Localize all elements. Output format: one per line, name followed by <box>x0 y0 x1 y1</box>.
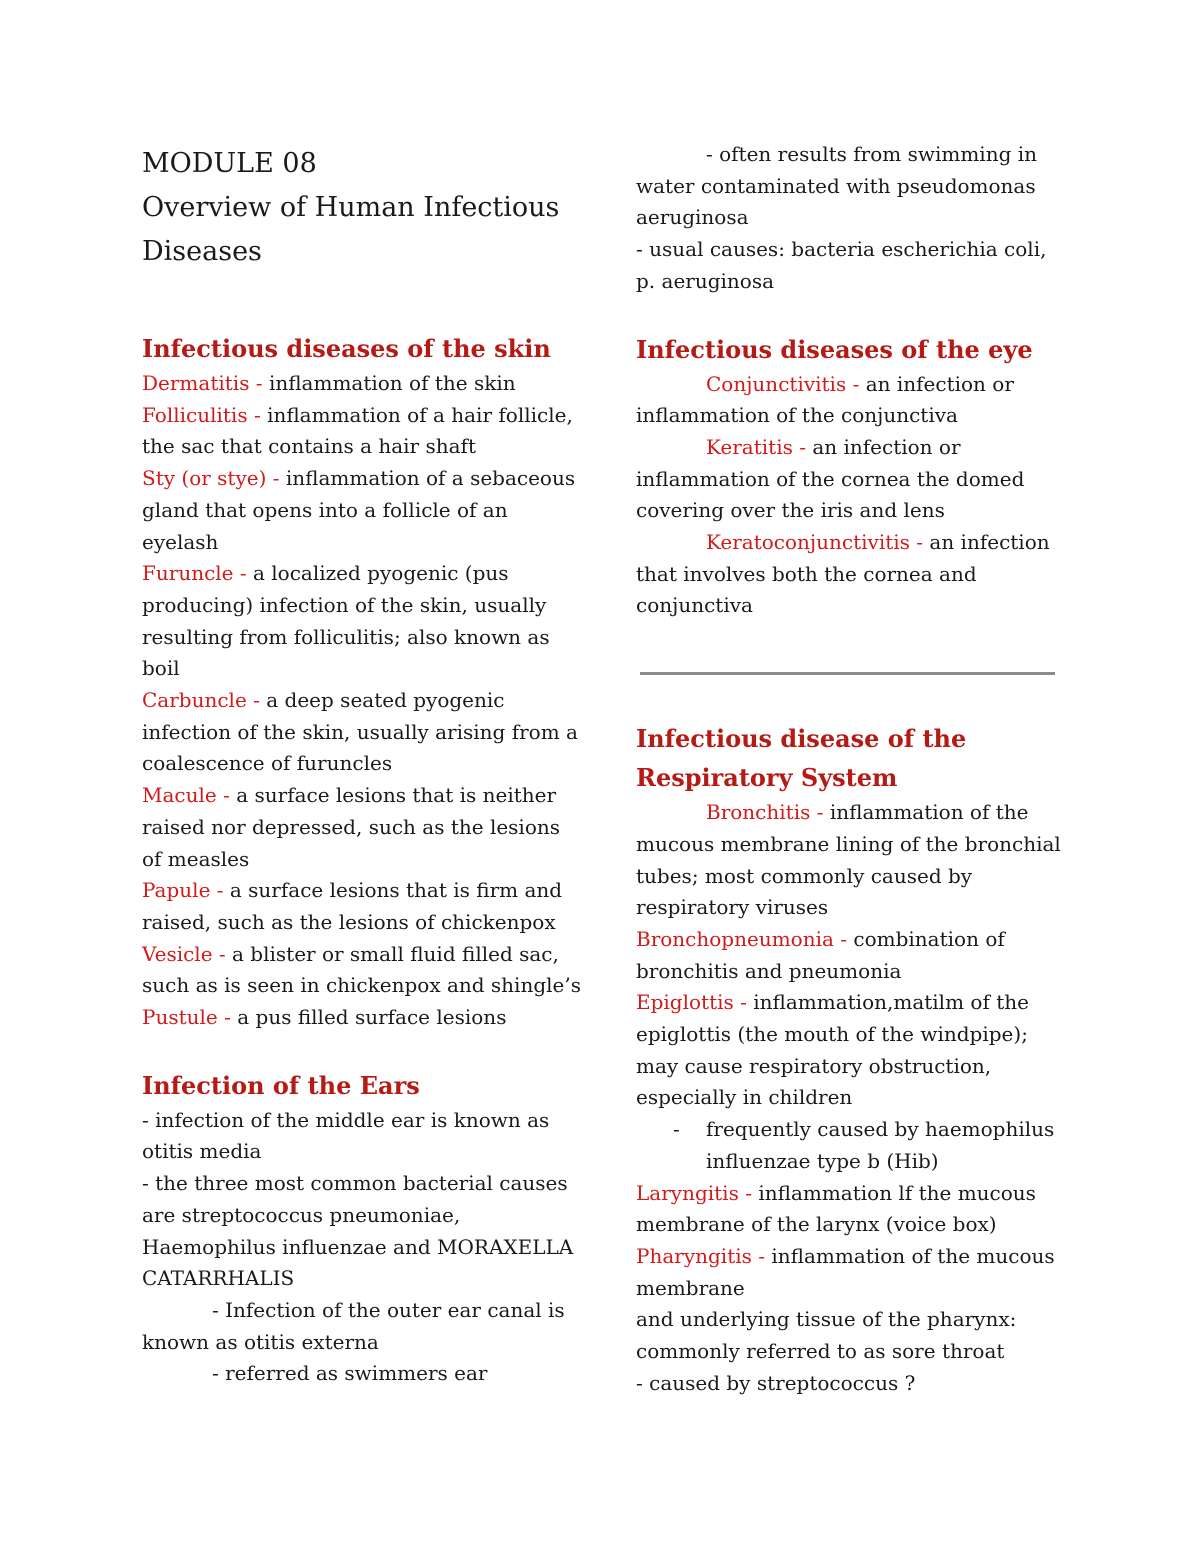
term: Macule - <box>142 783 237 808</box>
term: Keratitis - <box>706 434 813 459</box>
bullet-dash: - <box>673 1117 680 1142</box>
definition-item <box>142 939 582 1002</box>
respiratory-section-heading <box>636 719 1066 797</box>
ears-paragraph: - Infection of the outer ear canal is known as otitis externa <box>142 1297 565 1354</box>
term: Epiglottis - <box>636 990 754 1015</box>
title-line: Diseases <box>142 236 262 267</box>
definition: inflammation of the mucous membrane <box>636 1243 1055 1300</box>
definition: a localized pyogenic (pus producing) infection of the skin, usually resulting from folliculitis; also known as boil <box>142 561 550 681</box>
definition-item <box>636 1178 1066 1241</box>
skin-section-heading: Infectious diseases of the skin <box>142 334 551 363</box>
definition: inflammation of the skin <box>268 371 516 395</box>
ears-paragraph: - usual causes: bacteria escherichia coli, p. aeruginosa <box>636 237 1047 293</box>
eye-section-heading: Infectious diseases of the eye <box>636 334 1033 364</box>
ears-paragraph: - often results from swimming in water contaminated with pseudomonas aeruginosa <box>636 142 1038 230</box>
term: Folliculitis - <box>142 402 268 427</box>
definition-item <box>142 400 582 463</box>
term: Conjunctivitis - <box>706 371 866 396</box>
term: Keratoconjunctivitis - <box>706 530 930 555</box>
definition: a blister or small fluid filled sac, such as is seen in chickenpox and shingle’s <box>142 941 581 998</box>
term: Pustule - <box>142 1005 238 1030</box>
term: Vesicle - <box>142 941 233 966</box>
definition: inflammation of a sebaceous gland that opens into a follicle of an eyelash <box>142 466 576 554</box>
definition: a deep seated pyogenic infection of the skin, usually arising from a coalescence of furuncles <box>142 688 578 776</box>
term: Bronchitis - <box>706 800 830 825</box>
term: Bronchopneumonia - <box>636 926 854 951</box>
definition: inflammation of the mucous membrane lining of the bronchial tubes; most commonly caused by respiratory viruses <box>636 800 1061 920</box>
bullet-note <box>636 1114 1066 1177</box>
bullet-text: frequently caused by haemophilus influenzae type b (Hib) <box>706 1117 1055 1173</box>
paragraph: - caused by streptococcus ? <box>636 1370 916 1395</box>
term: Furuncle - <box>142 561 253 586</box>
definition-item <box>142 875 582 938</box>
definition: an infection that involves both the cornea and conjunctiva <box>636 530 1050 618</box>
definition-item <box>636 797 1066 924</box>
term: Dermatitis - <box>142 371 269 395</box>
definition: inflammation lf the mucous membrane of the larynx (voice box) <box>636 1180 1036 1237</box>
skin-definitions <box>142 368 582 1034</box>
right-column <box>636 139 1066 1400</box>
definition: an infection or inflammation of the cornea the domed covering over the iris and lens <box>636 434 1025 523</box>
definition-item <box>142 780 582 875</box>
term: Laryngitis - <box>636 1180 759 1205</box>
term: Pharyngitis - <box>636 1243 772 1268</box>
title-line: MODULE 08 <box>142 148 317 179</box>
definition-item <box>142 368 582 400</box>
paragraph: and underlying tissue of the pharynx: commonly referred to as sore throat <box>636 1307 1017 1364</box>
definition-item <box>636 432 1066 527</box>
ears-paragraph: - referred as swimmers ear <box>212 1361 488 1386</box>
definition-item <box>142 685 582 780</box>
definition-item <box>636 527 1066 622</box>
definition-item <box>636 924 1066 987</box>
definition: inflammation of a hair follicle, the sac that contains a hair shaft <box>142 402 573 459</box>
term: Sty (or stye) - <box>142 466 286 491</box>
definition: combination of bronchitis and pneumonia <box>636 926 1005 983</box>
definition-item <box>142 558 582 685</box>
ears-paragraph: - the three most common bacterial causes are streptococcus pneumoniae, Haemophilus influenzae and MORAXELLA CATARRHALIS <box>142 1171 574 1291</box>
definition: inflammation,matilm of the epiglottis (the mouth of the windpipe); may cause respiratory obstruction, especially in children <box>636 990 1029 1110</box>
heading-line: Respiratory System <box>636 763 898 793</box>
definition-item <box>636 987 1066 1114</box>
term: Papule - <box>142 878 230 903</box>
definition-item <box>636 1241 1066 1304</box>
left-column <box>142 142 582 1390</box>
ears-section-heading: Infection of the Ears <box>142 1070 420 1100</box>
term: Carbuncle - <box>142 688 267 713</box>
definition: a surface lesions that is neither raised nor depressed, such as the lesions of measles <box>142 783 561 871</box>
definition-item <box>142 1002 582 1034</box>
ears-paragraph: - infection of the middle ear is known as otitis media <box>142 1107 550 1164</box>
title-line: Overview of Human Infectious <box>142 192 560 223</box>
heading-line: Infectious disease of the <box>636 724 967 754</box>
document-title <box>142 142 582 274</box>
definition: an infection or inflammation of the conjunctiva <box>636 371 1014 428</box>
definition-item <box>636 369 1066 432</box>
definition-item <box>142 463 582 558</box>
definition: a surface lesions that is firm and raised, such as the lesions of chickenpox <box>142 878 563 934</box>
definition: a pus filled surface lesions <box>237 1005 507 1030</box>
